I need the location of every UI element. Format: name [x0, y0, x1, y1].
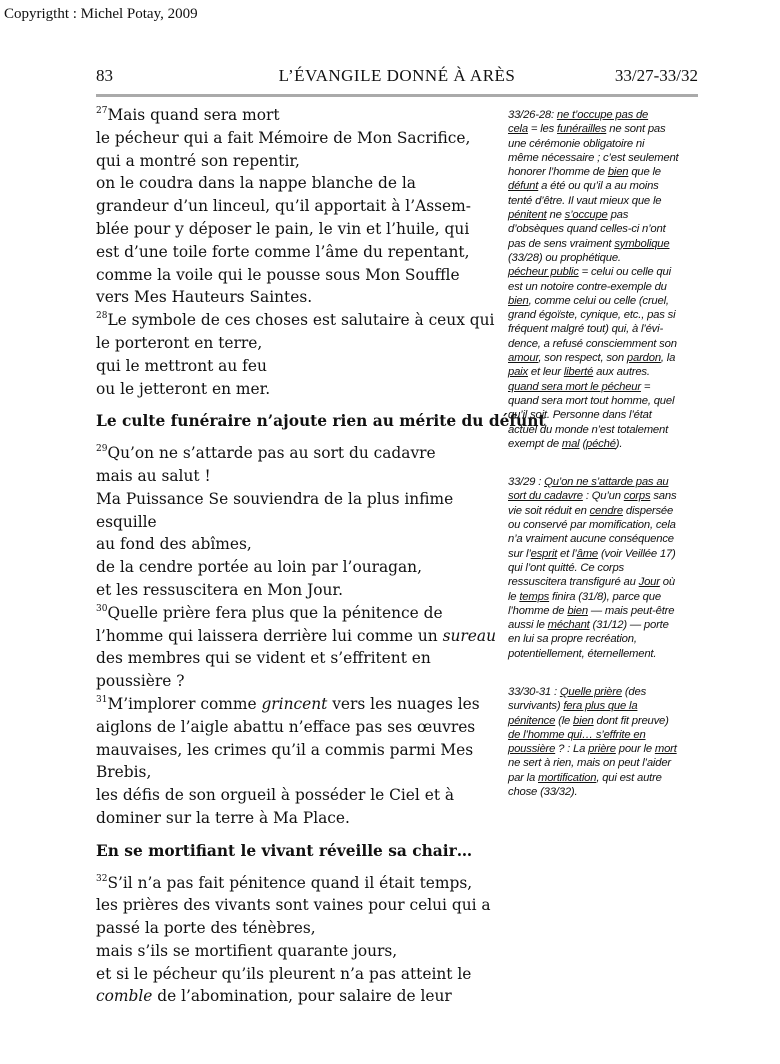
verse-30	[96, 602, 496, 693]
note-text: — mais peut-être	[587, 604, 675, 617]
note-term: Qu’on ne s’attarde pas au	[544, 476, 669, 489]
note-text: pas de sens vraiment	[508, 237, 615, 250]
verse-line	[96, 602, 496, 625]
verse-line: aiglons de l’aigle abattu n’efface pas ses œuvres	[96, 717, 476, 736]
verse-line: Brebis,	[96, 763, 152, 782]
verse-line: esquille	[96, 512, 157, 531]
note-text: =	[640, 380, 651, 393]
note-term: mort	[654, 743, 677, 756]
verse-line: au fond des abîmes,	[96, 535, 252, 554]
note-text: ? : La	[555, 743, 589, 756]
note-term: quand sera mort le pécheur	[508, 380, 641, 393]
note-text: (31/12) — porte	[589, 619, 669, 632]
note-text: aux autres.	[593, 366, 650, 379]
commentary-note-33-30-31	[508, 685, 700, 799]
note-line: quand sera mort tout homme, quel	[508, 394, 675, 407]
note-term: esprit	[530, 547, 558, 560]
note-line: potentiellement, éternellement.	[508, 647, 657, 660]
verse-line: qui le mettront au feu	[96, 356, 267, 375]
verse-line: grandeur d’un linceul, qu’il apportait à l’Assem-	[96, 197, 471, 216]
note-text: = les	[527, 123, 557, 136]
note-text: où	[659, 576, 675, 589]
note-line: une cérémonie obligatoire ni	[508, 137, 645, 150]
note-text: et l’	[557, 547, 577, 560]
note-text: sur l’	[508, 547, 531, 560]
verse-line: Ma Puissance Se souviendra de la plus infime	[96, 489, 454, 508]
verse-text: Mais quand sera mort	[107, 106, 280, 124]
note-text: pour le	[615, 743, 655, 756]
verse-line: les défis de son orgueil à posséder le Ciel et à	[96, 786, 455, 805]
note-line: (33/28) ou prophétique.	[508, 251, 621, 264]
verse-text: vers les nuages les	[327, 694, 480, 713]
note-text: finira (31/8), parce que	[549, 590, 661, 603]
note-term: prière	[588, 743, 616, 756]
verse-line: et si le pécheur qu’ils pleurent n’a pas atteint le	[96, 964, 472, 983]
verse-28	[96, 309, 496, 400]
note-term: pardon	[626, 352, 661, 365]
note-text: (le	[555, 714, 574, 727]
note-ref: 33/29	[508, 476, 536, 489]
note-text: survivants)	[508, 700, 564, 713]
note-term: bien	[567, 604, 588, 617]
note-text: sans	[650, 490, 677, 503]
note-line: ou conservé par momification, cela	[508, 519, 676, 532]
note-term: pénitence	[508, 714, 556, 727]
verse-line: les prières des vivants sont vaines pour celui qui a	[96, 896, 491, 915]
note-term: corps	[623, 490, 651, 503]
verse-text: M’implorer comme	[107, 694, 262, 713]
verse-line: le pécheur qui a fait Mémoire de Mon Sacrifice,	[96, 128, 471, 147]
note-text: a été ou qu’il a au moins	[538, 180, 659, 193]
note-text: ne	[546, 209, 565, 222]
note-ref: 33/30-31	[508, 685, 551, 698]
note-line: même nécessaire ; c’est seulement	[508, 151, 679, 164]
section-heading: En se mortifiant le vivant réveille sa chair…	[96, 841, 473, 860]
verse-line: blée pour y déposer le pain, le vin et l’huile, qui	[96, 219, 470, 238]
note-line: qu’il soit. Personne dans l’état	[508, 409, 652, 422]
verse-number: 31	[96, 694, 108, 705]
note-text: = celui ou celle qui	[578, 266, 671, 279]
verse-number: 27	[96, 106, 108, 116]
note-text: , qui est autre	[596, 771, 662, 784]
note-text: par la	[508, 771, 538, 784]
note-text: aussi le	[508, 619, 548, 632]
note-line: qui l’ont quitté. Ce corps	[508, 561, 624, 574]
verse-line: comme la voile qui le pousse sous Mon Souffle	[96, 265, 460, 284]
page-number: 83	[96, 66, 113, 85]
note-term: pénitent	[508, 209, 547, 222]
verse-line	[96, 442, 496, 465]
verse-line	[96, 872, 496, 895]
note-line: grand égoïste, cynique, etc., pas si	[508, 309, 676, 322]
verse-line	[96, 104, 496, 127]
note-text: (voir Veillée 17)	[598, 547, 676, 560]
commentary-note-33-29	[508, 475, 700, 661]
note-text: ne sont pas	[606, 123, 666, 136]
verse-line: dominer sur la terre à Ma Place.	[96, 808, 350, 827]
note-text: : Qu’un	[582, 490, 624, 503]
note-term: bien	[607, 166, 629, 179]
note-term: poussière	[508, 743, 556, 756]
note-term: péché	[586, 437, 616, 450]
book-title: L’ÉVANGILE DONNÉ À ARÈS	[278, 66, 516, 85]
note-term: Jour	[638, 576, 660, 589]
verse-29	[96, 442, 496, 602]
note-line: n’a vraiment aucune conséquence	[508, 533, 674, 546]
verse-line: mais au salut !	[96, 466, 211, 485]
note-line: d’obsèques quand celles-ci n’ont	[508, 223, 666, 236]
note-line: actuel du monde n’est totalement	[508, 423, 669, 436]
verse-emphasis: grincent	[261, 694, 328, 713]
verse-text: l’homme qui laissera derrière lui comme un	[96, 626, 443, 645]
verse-line	[96, 625, 496, 648]
verse-line: mauvaises, les crimes qu’il a commis parmi Mes	[96, 740, 474, 759]
note-text: ).	[615, 437, 623, 450]
note-term: liberté	[563, 366, 594, 379]
note-term: âme	[576, 547, 599, 560]
note-term: fera plus que la	[563, 700, 638, 713]
note-term: Quelle prière	[559, 685, 622, 698]
note-line: en lui sa propre recréation,	[508, 633, 637, 646]
note-text: et leur	[527, 366, 564, 379]
copyright-notice: Copyrigtht : Michel Potay, 2009	[4, 6, 198, 22]
note-term: amour	[508, 352, 539, 365]
note-text: le	[508, 590, 520, 603]
note-term: pécheur public	[508, 266, 579, 279]
verse-32	[96, 872, 496, 1009]
verse-number: 29	[96, 444, 108, 455]
verse-line: mais s’ils se mortifient quarante jours,	[96, 941, 398, 960]
note-term: symbolique	[614, 237, 670, 250]
verse-line: le porteront en terre,	[96, 333, 263, 352]
note-term: bien	[508, 294, 529, 307]
note-term: s’occupe	[564, 209, 608, 222]
note-term: temps	[519, 590, 550, 603]
note-text: vie soit réduit en	[508, 504, 590, 517]
note-text: dont fit preuve)	[593, 714, 669, 727]
note-term: méchant	[547, 619, 590, 632]
verse-31	[96, 693, 496, 830]
note-line: dence, a refusé consciemment son	[508, 337, 677, 350]
note-text: (	[579, 437, 587, 450]
note-text: pas	[607, 209, 629, 222]
verse-line	[96, 693, 496, 716]
verse-number: 32	[96, 873, 108, 884]
note-text: ressuscitera transfiguré au	[508, 576, 639, 589]
verse-number: 28	[96, 311, 108, 322]
note-text: , comme celui ou celle (cruel,	[528, 294, 669, 307]
page-header	[96, 66, 698, 92]
note-term: de l’homme qui… s’effrite en	[508, 728, 646, 741]
note-text: dispersée	[622, 504, 674, 517]
note-term: mortification	[538, 771, 597, 784]
commentary-note-33-26-28	[508, 108, 700, 451]
header-rule	[96, 94, 698, 97]
verse-emphasis: sureau	[442, 626, 496, 645]
verse-27	[96, 104, 496, 309]
verse-line	[96, 309, 496, 332]
note-term: funérailles	[557, 123, 607, 136]
verse-line	[96, 985, 496, 1008]
note-ref: 33/26-28	[508, 109, 551, 121]
verse-line: qui a montré son repentir,	[96, 151, 300, 170]
note-term: bien	[573, 714, 594, 727]
section-heading: Le culte funéraire n’ajoute rien au mérite du défunt	[96, 412, 546, 431]
commentary-column	[508, 108, 700, 823]
note-term: mal	[561, 437, 580, 450]
note-line: est un notoire contre-exemple du	[508, 280, 667, 293]
note-term: ne t’occupe pas de	[556, 109, 649, 121]
note-line: tenté d’être. Il vaut mieux que le	[508, 194, 662, 207]
note-text: :	[551, 685, 560, 698]
verse-line: ou le jetteront en mer.	[96, 379, 271, 398]
verse-line: vers Mes Hauteurs Saintes.	[96, 288, 313, 307]
note-text: :	[535, 476, 545, 489]
note-term: défunt	[508, 180, 539, 193]
verse-line: on le coudra dans la nappe blanche de la	[96, 174, 416, 193]
verse-line: poussière ?	[96, 672, 185, 691]
verse-line: de la cendre portée au loin par l’ouragan,	[96, 558, 422, 577]
verse-text: de l’abomination, pour salaire de leur	[152, 987, 452, 1006]
verse-line: et les ressuscitera en Mon Jour.	[96, 580, 343, 599]
note-text: que le	[628, 166, 661, 179]
note-text: l’homme de	[508, 604, 568, 617]
note-term: sort du cadavre	[508, 490, 583, 503]
note-line: ne sert à rien, mais on peut l’aider	[508, 757, 671, 770]
note-text: , la	[660, 352, 676, 365]
note-text: :	[551, 109, 557, 121]
verse-number: 30	[96, 603, 108, 614]
note-term: cendre	[589, 504, 623, 517]
verse-line: est d’une toile forte comme l’âme du repentant,	[96, 242, 470, 261]
verse-reference: 33/27-33/32	[614, 66, 698, 85]
verse-line: des membres qui se vident et s’effritent en	[96, 649, 431, 668]
verse-emphasis: comble	[96, 987, 153, 1006]
verse-text: Le symbole de ces choses est salutaire à ceux qui	[107, 311, 495, 330]
note-line: chose (33/32).	[508, 786, 578, 799]
note-term: paix	[508, 366, 528, 379]
note-text: exempt de	[508, 437, 562, 450]
verse-text: S’il n’a pas fait pénitence quand il était temps,	[107, 873, 473, 892]
note-line: fréquent malgré tout) qui, à l’évi-	[508, 323, 664, 336]
note-text: (des	[621, 685, 647, 698]
verse-text: Quelle prière fera plus que la pénitence de	[107, 603, 443, 622]
note-text: , son respect, son	[538, 352, 627, 365]
note-text: honorer l’homme de	[508, 166, 608, 179]
verse-line: passé la porte des ténèbres,	[96, 919, 316, 938]
verse-text: Qu’on ne s’attarde pas au sort du cadavre	[107, 444, 436, 463]
note-term: cela	[508, 123, 528, 136]
